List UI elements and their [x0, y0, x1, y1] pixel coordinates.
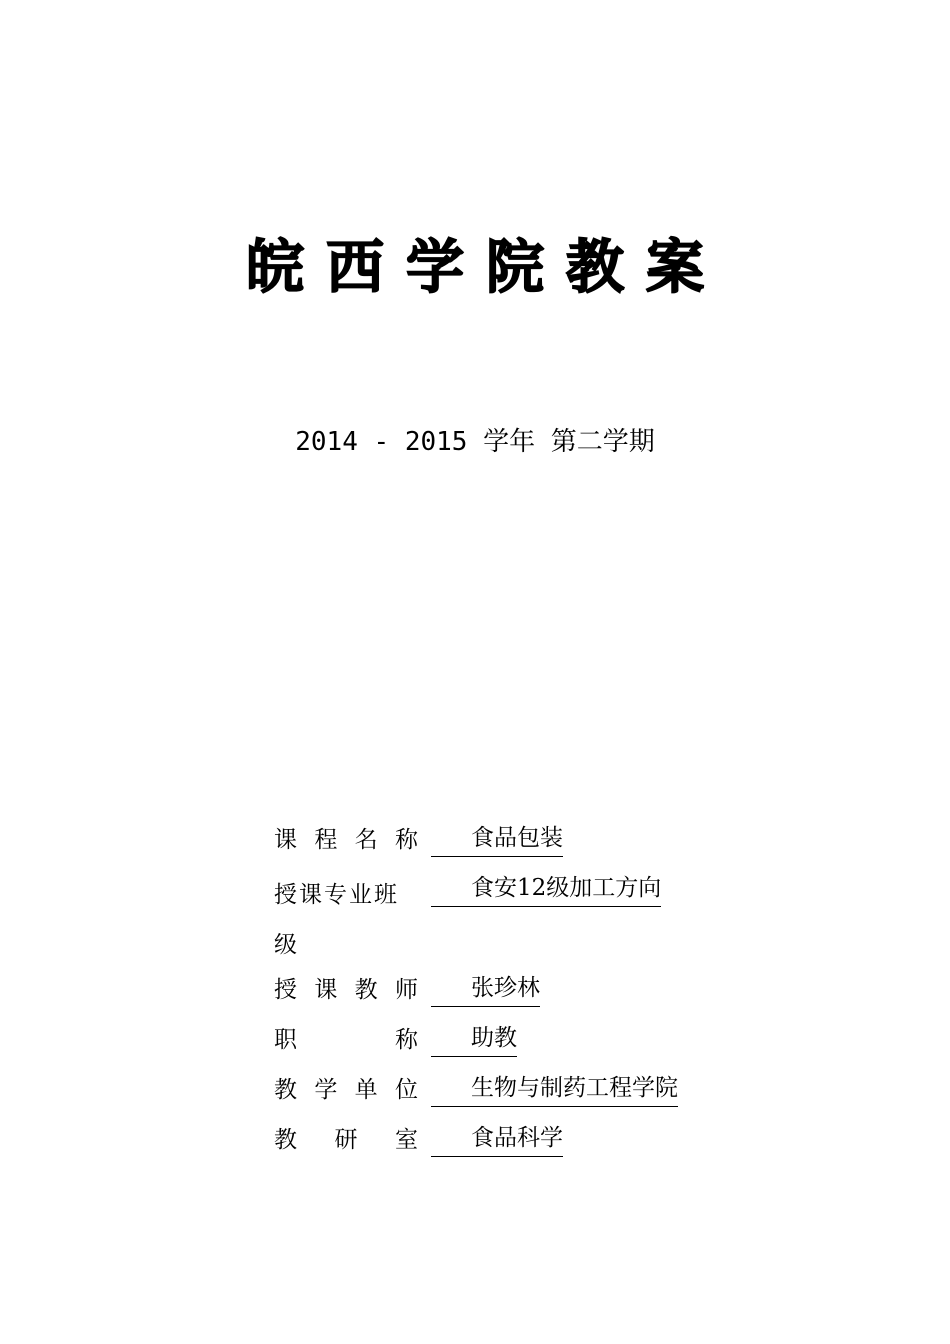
course-info-block — [274, 820, 734, 1170]
unit-label: 教 学 单 位 — [274, 1077, 418, 1103]
course-name-label: 课 程 名 称 — [274, 827, 418, 853]
class-value: 食安12级加工方向 — [431, 870, 661, 907]
rank-label: 职 称 — [274, 1027, 418, 1053]
class-label: 授课专业班级 — [274, 882, 399, 958]
teacher-label: 授 课 教 师 — [274, 977, 418, 1003]
office-label: 教 研 室 — [274, 1127, 418, 1153]
office-row — [274, 1120, 734, 1170]
academic-term: 2014 - 2015 学年 第二学期 — [295, 427, 655, 457]
page-title: 皖西学院教案 — [245, 233, 726, 301]
office-value: 食品科学 — [431, 1120, 563, 1157]
teacher-row — [274, 970, 734, 1020]
teacher-value: 张珍林 — [431, 970, 540, 1007]
unit-value: 生物与制药工程学院 — [431, 1070, 678, 1107]
class-row — [274, 870, 734, 970]
rank-value: 助教 — [431, 1020, 517, 1057]
unit-row — [274, 1070, 734, 1120]
course-name-row — [274, 820, 734, 870]
course-name-value: 食品包装 — [431, 820, 563, 857]
rank-row — [274, 1020, 734, 1070]
